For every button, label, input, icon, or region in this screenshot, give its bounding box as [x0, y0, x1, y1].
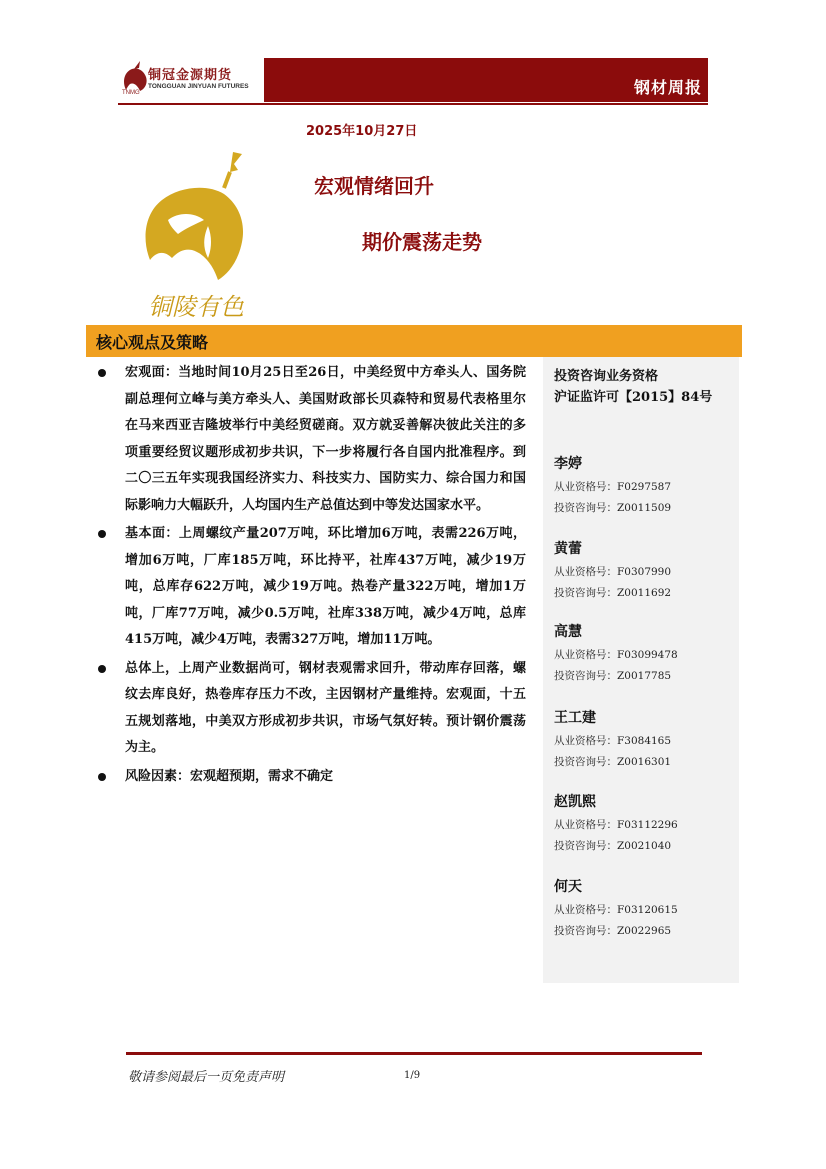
report-type: 钢材周报: [633, 78, 702, 97]
analyst-license: 从业资格号：F0297587: [554, 481, 672, 493]
qualification-title: 投资咨询业务资格: [554, 369, 659, 384]
analyst-license: 从业资格号：F03112296: [554, 819, 678, 831]
bullet-fundamentals: [96, 521, 526, 654]
analyst-consult-id: 投资咨询号：Z0021040: [554, 840, 672, 852]
core-views: [96, 360, 526, 792]
analyst-card: [554, 707, 734, 773]
logo-caption: 铜陵有色: [148, 293, 244, 320]
analyst-consult-id: 投资咨询号：Z0016301: [554, 756, 672, 768]
qualification-license: 沪证监许可【2015】84号: [554, 390, 713, 405]
bullet-macro: [96, 360, 526, 519]
section-title: 核心观点及策略: [96, 333, 209, 352]
report-date: 2025年10月27日: [306, 124, 418, 139]
bullet-text: 宏观面：当地时间10月25日至26日，中美经贸中方牵头人、国务院副总理何立峰与美方牵头人、美国财政部长贝森特和贸易代表格里尔在马来西亚吉隆坡举行中美经贸磋商。双方就妥善解决彼此关注的多项重要经贸议题形成初步共识，下一步将履行各自国内批准程序。到二〇三五年实现我国经济实力、科技实力、国防实力、综合国力和国际影响力大幅跃升，人均国内生产总值达到中等发达国家水平。: [125, 365, 526, 513]
analyst-card: [554, 791, 734, 857]
bullet-summary: [96, 656, 526, 762]
tongling-helmet-logo: [138, 150, 258, 320]
section-header: [86, 325, 742, 357]
analyst-name: 何天: [554, 879, 582, 895]
analyst-card: [554, 453, 734, 519]
company-name-en: TONGGUAN JINYUAN FUTURES: [148, 83, 249, 90]
analyst-name: 李婷: [554, 456, 582, 472]
page-header: [118, 58, 708, 104]
bullet-text: 风险因素：宏观超预期，需求不确定: [125, 768, 334, 784]
bullet-text: 总体上，上周产业数据尚可，钢材表观需求回升，带动库存回落，螺纹去库良好，热卷库存压力不改，主因钢材产量维持。宏观面，十五五规划落地，中美双方形成初步共识，市场气氛好转。预计钢价震荡为主。: [125, 660, 526, 755]
footer-disclaimer: 敬请参阅最后一页免责声明: [128, 1070, 285, 1085]
helmet-logo-icon: [120, 60, 150, 94]
bullet-dot-icon: [98, 369, 106, 377]
bullet-text: 基本面：上周螺纹产量207万吨，环比增加6万吨，表需226万吨，增加6万吨，厂库185万吨，环比持平，社库437万吨，减少19万吨，总库存622万吨，减少19万吨。热卷产量322万吨，增加1万吨，厂库77万吨，减少0.5万吨，社库338万吨，减少4万吨，总库415万吨，减少4万吨，表需327万吨，增加11万吨。: [125, 526, 526, 647]
page-number: 1/9: [404, 1070, 421, 1081]
bullet-dot-icon: [98, 773, 106, 781]
analyst-card: [554, 621, 734, 687]
report-title-line2: 期价震荡走势: [362, 230, 482, 254]
analyst-sidebar: [543, 357, 739, 983]
company-abbr: TNMG: [122, 90, 140, 96]
analyst-license: 从业资格号：F3084165: [554, 735, 672, 747]
analyst-name: 黄蕾: [554, 541, 582, 557]
company-logo: [118, 58, 264, 104]
analyst-consult-id: 投资咨询号：Z0017785: [554, 670, 672, 682]
analyst-name: 赵凯熙: [554, 794, 596, 810]
analyst-name: 王工建: [554, 710, 596, 726]
footer-divider: [126, 1052, 702, 1055]
analyst-license: 从业资格号：F03099478: [554, 649, 678, 661]
header-bar: [264, 58, 708, 102]
bullet-dot-icon: [98, 530, 106, 538]
analyst-card: [554, 538, 734, 604]
analyst-consult-id: 投资咨询号：Z0011692: [554, 587, 672, 599]
report-title-line1: 宏观情绪回升: [314, 174, 434, 198]
analyst-license: 从业资格号：F03120615: [554, 904, 678, 916]
analyst-consult-id: 投资咨询号：Z0011509: [554, 502, 672, 514]
company-name-cn: 铜冠金源期货: [148, 68, 233, 83]
analyst-name: 高慧: [554, 624, 582, 640]
bullet-risk: [96, 764, 526, 791]
analyst-consult-id: 投资咨询号：Z0022965: [554, 925, 672, 937]
analyst-card: [554, 876, 734, 942]
header-divider: [118, 103, 708, 105]
bullet-dot-icon: [98, 665, 106, 673]
analyst-license: 从业资格号：F0307990: [554, 566, 672, 578]
